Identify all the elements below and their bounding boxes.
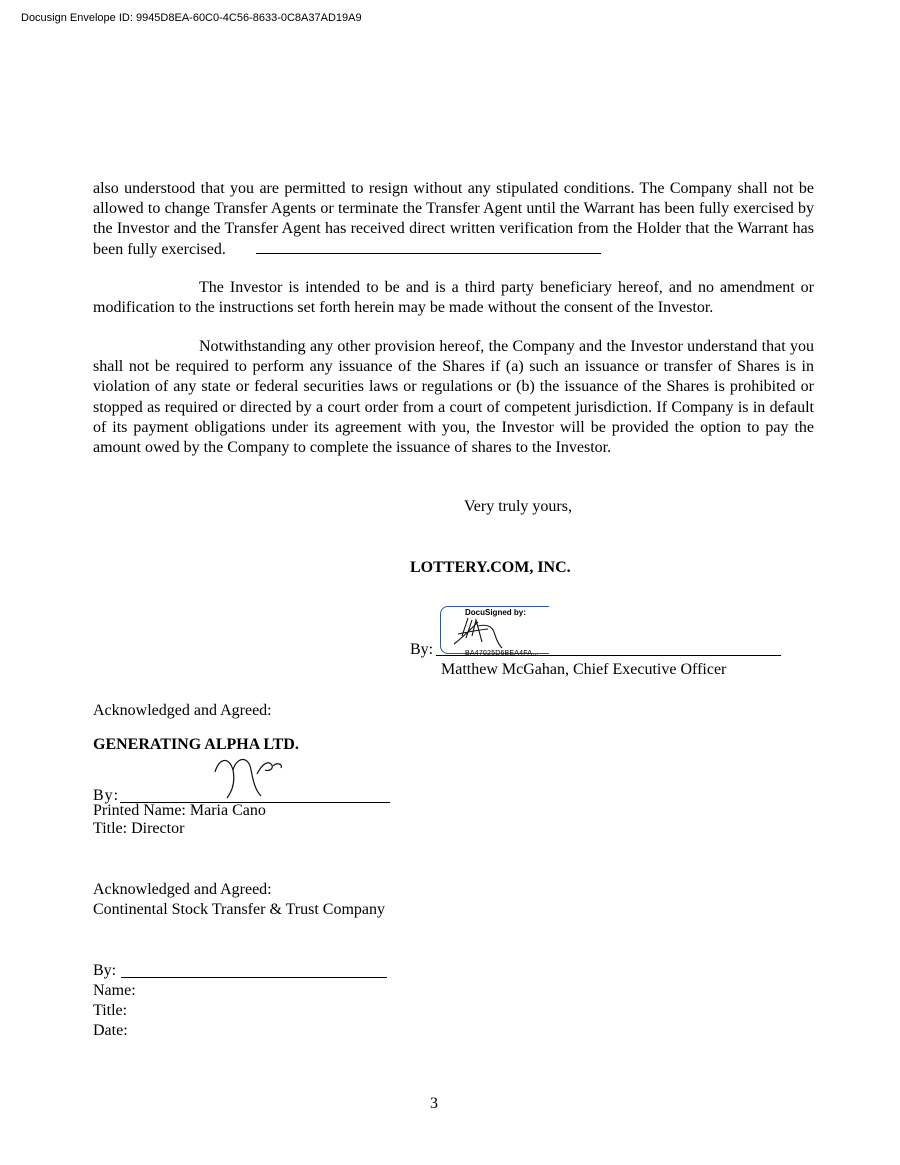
- page-number: 3: [430, 1095, 438, 1112]
- company-name-generating-alpha: GENERATING ALPHA LTD.: [93, 736, 299, 753]
- name-label-continental: Name:: [93, 982, 136, 999]
- blank-underline: [256, 241, 601, 254]
- printed-name-cano: Printed Name: Maria Cano: [93, 802, 266, 819]
- docusign-label: DocuSigned by:: [465, 608, 526, 617]
- by-label-generating-alpha: By:: [93, 787, 120, 804]
- signature-mcgahan-image: [448, 614, 508, 652]
- paragraph-resign-text: also understood that you are permitted to resign without any stipulated conditions. The Company shall not be allowed to change Transfer Agents or terminate the Transfer Agent until the Warrant has been fully exercised by the Investor and the Transfer Agent has received direct written verification from the Holder that the Warrant has been fully exercised.: [93, 180, 814, 258]
- title-director: Title: Director: [93, 820, 185, 837]
- paragraph-resign-terms: [93, 179, 814, 260]
- title-label-continental: Title:: [93, 1002, 128, 1019]
- company-name-lottery: LOTTERY.COM, INC.: [410, 559, 571, 576]
- paragraph-notwithstanding: Notwithstanding any other provision hereof, the Company and the Investor understand that you shall not be required to perform any issuance of the Shares if (a) such an issuance or transfer of Shares is in violation of any state or federal securities laws or regulations or (b) the issuance of the Shares is prohibited or stopped as required or directed by a court order from a court of competent jurisdiction. If Company is in default of its payment obligations under its agreement with you, the Investor will be provided the option to pay the amount owed by the Company to complete the issuance of shares to the Investor.: [93, 338, 814, 457]
- signature-line-continental: [121, 977, 387, 978]
- docusign-id: BA47025D6BEA4FA...: [465, 650, 539, 657]
- by-label-lottery: By:: [410, 641, 434, 658]
- signature-line-lottery: [436, 655, 781, 656]
- signer-name-title: Matthew McGahan, Chief Executive Officer: [441, 661, 727, 678]
- docusign-envelope-id: Docusign Envelope ID: 9945D8EA-60C0-4C56-8633-0C8A37AD19A9: [21, 12, 362, 24]
- ack-heading-generating-alpha: Acknowledged and Agreed:: [93, 702, 272, 719]
- ack-heading-continental: Acknowledged and Agreed:: [93, 881, 272, 898]
- date-label-continental: Date:: [93, 1022, 128, 1039]
- signature-cano-image: [205, 750, 295, 802]
- by-label-continental: By:: [93, 962, 117, 979]
- closing-salutation: Very truly yours,: [464, 498, 572, 515]
- paragraph-third-party-beneficiary: The Investor is intended to be and is a third party beneficiary hereof, and no amendment or modification to the instructions set forth herein may be made without the consent of the Investor.: [93, 279, 814, 317]
- company-name-continental: Continental Stock Transfer & Trust Company: [93, 901, 386, 918]
